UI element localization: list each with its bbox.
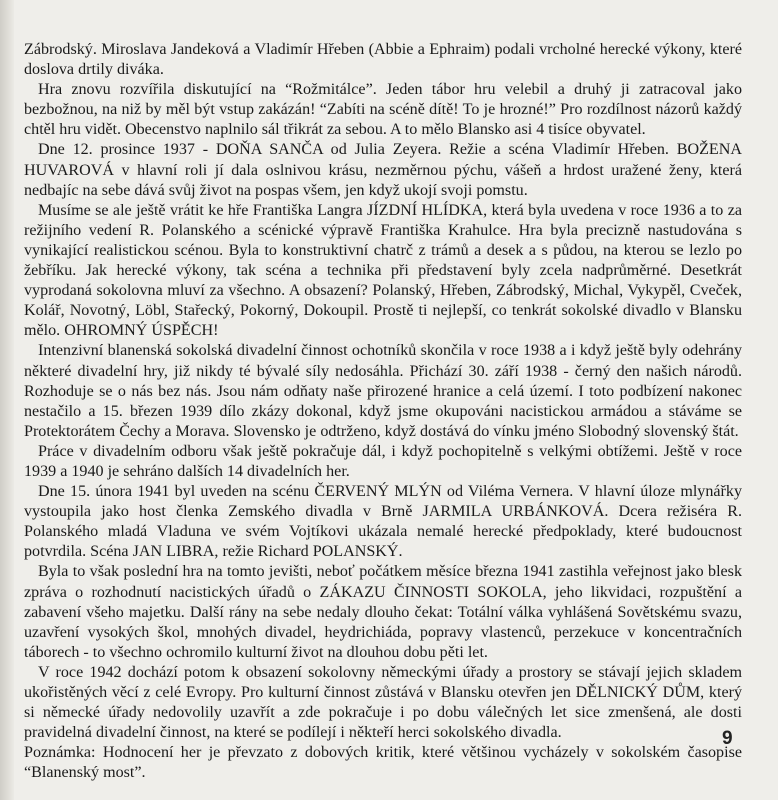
paragraph-rozmitalka: Hra znovu rozvířila diskutující na “Rožmitálce”. Jeden tábor hru velebil a druhý ji zatracoval jako bezbožnou, na niž by měl být vstup zakázán! “Zabíti na scéně dítě! To je hrozné!” Pro rozdílnost názorů každý chtěl hru vidět. Obecenstvo naplnilo sál třikrát za sebou. A to mělo Blansko asi 4 tisíce obyvatel. — [24, 81, 742, 139]
paragraph-1939-1940: Práce v divadelním odboru však ještě pokračuje dál, i když pochopitelně s velkými obtížemi. Ještě v roce 1939 a 1940 je sehráno dalších 14 divadelních her. — [24, 442, 742, 480]
book-spine-shadow — [0, 0, 14, 800]
page-text — [24, 40, 742, 783]
paragraph-1942: V roce 1942 dochází potom k obsazení sokolovny německými úřady a prostory se stávají jejich skladem ukořistěných věcí z celé Evropy. Pro kulturní činnost zůstává v Blansku otevřen jen DĚLNICKÝ DŮM, který si německé úřady nedovolily uzavřít a zde pokračuje i po dobu válečných let sice zmenšená, ale dosti pravidelná divadelní činnost, na které se podílejí i někteří herci sokolského divadla. — [24, 663, 742, 742]
paragraph-dona-sanca: Dne 12. prosince 1937 - DOŇA SANČA od Julia Zeyera. Režie a scéna Vladimír Hřeben. BOŽENA HUVAROVÁ v hlavní roli jí dala oslnivou krásu, nezměrnou pýchu, vášeň a hrdost uražené ženy, která nedbajíc na sebe dává svůj život na pospas všem, jen když ukojí svoji pomstu. — [24, 141, 742, 199]
paragraph-1938: Intenzivní blanenská sokolská divadelní činnost ochotníků skončila v roce 1938 a i když ještě byly odehrány některé divadelní hry, již nikdy té bývalé síly nedosáhla. Přichází 30. září 1938 - černý den našich národů. Rozhoduje se o nás bez nás. Jsou nám odňaty naše přirozené hranice a celá území. I toto podbízení nakonec nestačilo a 15. březen 1939 dílo zkázy dokonal, když jsme okupováni nacistickou armádou a stáváme se Protektorátem Čechy a Morava. Slovensko je odtrženo, když dostává do vínku jméno Slobodný slovenský štát. — [24, 342, 742, 440]
paragraph-note: Poznámka: Hodnocení her je převzato z dobových kritik, které většinou vycházely v sokolském časopise “Blanenský most”. — [24, 744, 742, 782]
paragraph-cerveny-mlyn: Dne 15. února 1941 byl uveden na scénu ČERVENÝ MLÝN od Viléma Vernera. V hlavní úloze mlynářky vystoupila jako host členka Zemského divadla v Brně JARMILA URBÁNKOVÁ. Dcera režiséra R. Polanského mladá Vladuna ve svém Vojtíkovi ukázala nemalé herecké předpoklady, které budoucnost potvrdila. Scéna JAN LIBRA, režie Richard POLANSKÝ. — [24, 483, 742, 561]
paragraph-continued: Zábrodský. Miroslava Jandeková a Vladimír Hřeben (Abbie a Ephraim) podali vrcholné herecké výkony, které doslova drtily diváka. — [24, 41, 742, 79]
paragraph-jizdni-hlidka: Musíme se ale ještě vrátit ke hře Františka Langra JÍZDNÍ HLÍDKA, která byla uvedena v roce 1936 a to za režijního vedení R. Polanského a scénické výpravě Františka Krahulce. Hra byla precizně nastudována s vynikající realistickou scénou. Byla to konstruktivní chatrč z trámů a desek a s půdou, na kterou se lezlo po žebříku. Jak herecké výkony, tak scéna a technika při představení byly zcela nadprůměrné. Desetkrát vyprodaná sokolovna mluví za všechno. A obsazení? Polanský, Hřeben, Zábrodský, Michal, Vykypěl, Cveček, Kolář, Novotný, Löbl, Stařecký, Pokorný, Dokoupil. Prostě ti nejlepší, co tenkrát sokolské divadlo v Blansku mělo. OHROMNÝ ÚSPĚCH! — [24, 201, 742, 340]
paragraph-zakaz-sokola: Byla to však poslední hra na tomto jevišti, neboť počátkem měsíce března 1941 zastihla veřejnost jako blesk zpráva o rozhodnutí nacistických úřadů o ZÁKAZU ČINNOSTI SOKOLA, jeho likvidaci, rozpuštění a zabavení všeho majetku. Další rány na sebe nedaly dlouho čekat: Totální válka vyhlášená Sovětskému svazu, uzavření vysokých škol, mnohých divadel, heydrichiáda, popravy vlastenců, perzekuce v koncentračních táborech - to všechno ochromilo kulturní život na dlouhou dobu pěti let. — [24, 563, 742, 661]
page-number: 9 — [722, 728, 733, 749]
